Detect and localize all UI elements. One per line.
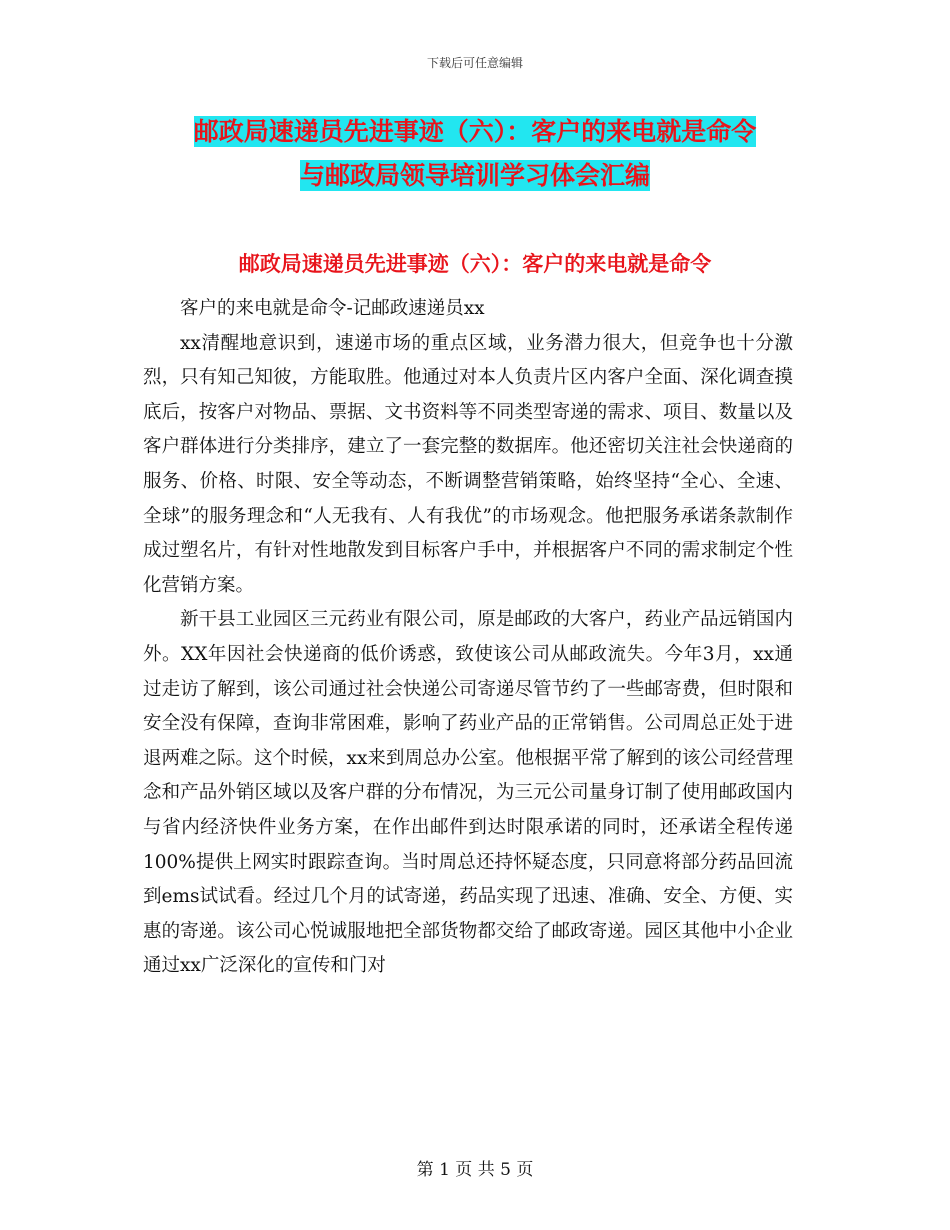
section-title: 邮政局速递员先进事迹（六）：客户的来电就是命令 — [238, 252, 712, 276]
header-note: 下载后可任意编辑 — [426, 56, 523, 70]
page-footer: 第 1 页 共 5 页 — [416, 1160, 534, 1180]
title-line-2: 与邮政局领导培训学习体会汇编 — [299, 161, 650, 190]
document-title — [0, 110, 950, 198]
paragraph: 新干县工业园区三元药业有限公司，原是邮政的大客户，药业产品远销国内外。XX年因社会快递商的低价诱惑，致使该公司从邮政流失。今年3月，xx通过走访了解到，该公司通过社会快递公司寄递尽管节约了一些邮寄费，但时限和安全没有保障，查询非常困难，影响了药业产品的正常销售。公司周总正处于进退两难之际。这个时候，xx来到周总办公室。他根据平常了解到的该公司经营理念和产品外销区域以及客户群的分布情况，为三元公司量身订制了使用邮政国内与省内经济快件业务方案，在作出邮件到达时限承诺的同时，还承诺全程传递100%提供上网实时跟踪查询。当时周总还持怀疑态度，只同意将部分药品回流到ems试试看。经过几个月的试寄递，药品实现了迅速、准确、安全、方便、实惠的寄递。该公司心悦诚服地把全部货物都交给了邮政寄递。园区其他中小企业通过xx广泛深化的宣传和门对 — [143, 609, 793, 977]
paragraph: xx清醒地意识到，速递市场的重点区域，业务潜力很大，但竞争也十分激烈，只有知己知彼，方能取胜。他通过对本人负责片区内客户全面、深化调查摸底后，按客户对物品、票据、文书资料等不同类型寄递的需求、项目、数量以及客户群体进行分类排序，建立了一套完整的数据库。他还密切关注社会快递商的服务、价格、时限、安全等动态，不断调整营销策略，始终坚持“全心、全速、全球”的服务理念和“人无我有、人有我优”的市场观念。他把服务承诺条款制作成过塑名片，有针对性地散发到目标客户手中，并根据客户不同的需求制定个性化营销方案。 — [143, 332, 793, 596]
title-line-1: 邮政局速递员先进事迹（六）：客户的来电就是命令 — [193, 117, 757, 146]
document-body — [143, 292, 793, 984]
paragraph-subtitle: 客户的来电就是命令-记邮政速递员xx — [180, 298, 485, 319]
